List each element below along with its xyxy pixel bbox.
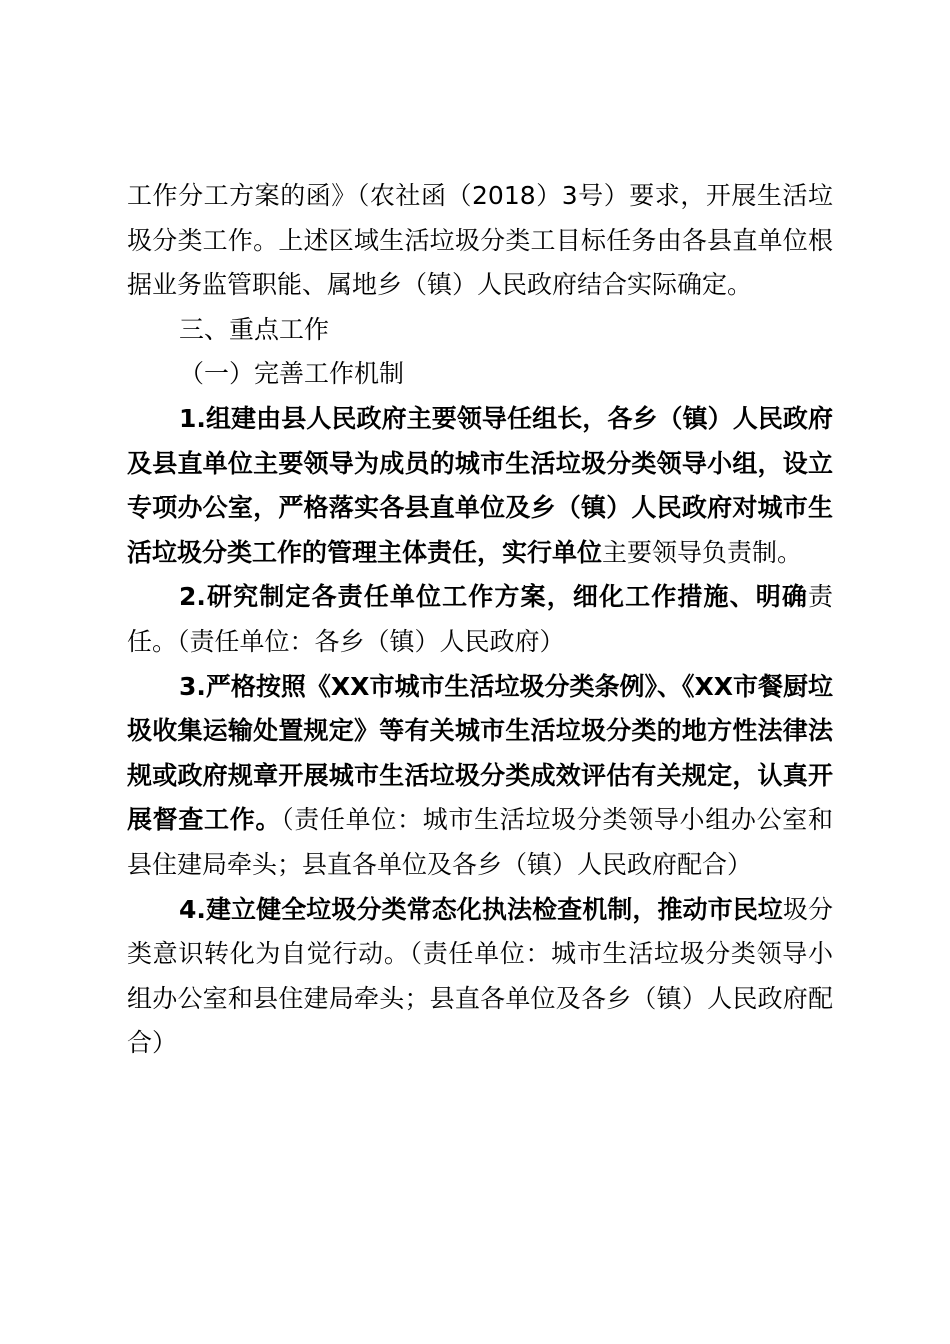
item-4-bold-text: 4.建立健全垃圾分类常态化执法检查机制，推动市民垃 bbox=[179, 894, 783, 924]
item-4-normal-text: 圾分类意识转化为自觉行动。（责任单位：城市生活垃圾分类领导小组办公室和县住建局牵头；县直各单位及各乡（镇）人民政府配合） bbox=[127, 894, 833, 1058]
subsection-heading-mechanism: （一）完善工作机制 bbox=[179, 359, 405, 389]
item-2-bold-text: 2.研究制定各责任单位工作方案，细化工作措施、明确 bbox=[179, 582, 808, 612]
document-page bbox=[127, 174, 833, 1066]
item-1-bold-text: 1.组建由县人民政府主要领导任组长，各乡（镇）人民政府及县直单位主要领导为成员的城市生活垃圾分类领导小组，设立专项办公室，严格落实各县直单位及乡（镇）人民政府对城市生活垃圾分类工作的管理主体责任，实行单位 bbox=[127, 403, 833, 567]
item-1 bbox=[127, 397, 833, 575]
item-3 bbox=[127, 665, 833, 888]
item-3-normal-text: （责任单位：城市生活垃圾分类领导小组办公室和县住建局牵头；县直各单位及各乡（镇）人民政府配合） bbox=[127, 805, 833, 879]
item-1-normal-text: 主要领导负责制。 bbox=[602, 537, 803, 567]
item-2-normal-text: 责任。（责任单位：各乡（镇）人民政府） bbox=[127, 582, 833, 656]
item-3-bold-text: 3.严格按照《XX市城市生活垃圾分类条例》、《XX市餐厨垃圾收集运输处置规定》等有关城市生活垃圾分类的地方性法律法规或政府规章开展城市生活垃圾分类成效评估有关规定，认真开展督查工作。 bbox=[127, 671, 833, 835]
item-4 bbox=[127, 888, 833, 1066]
paragraph-intro: 工作分工方案的函》（农社函（2018）3号）要求，开展生活垃圾分类工作。上述区域生活垃圾分类工目标任务由各县直单位根据业务监管职能、属地乡（镇）人民政府结合实际确定。 bbox=[127, 181, 833, 300]
section-heading-key-work: 三、重点工作 bbox=[179, 314, 330, 344]
item-2 bbox=[127, 575, 833, 664]
